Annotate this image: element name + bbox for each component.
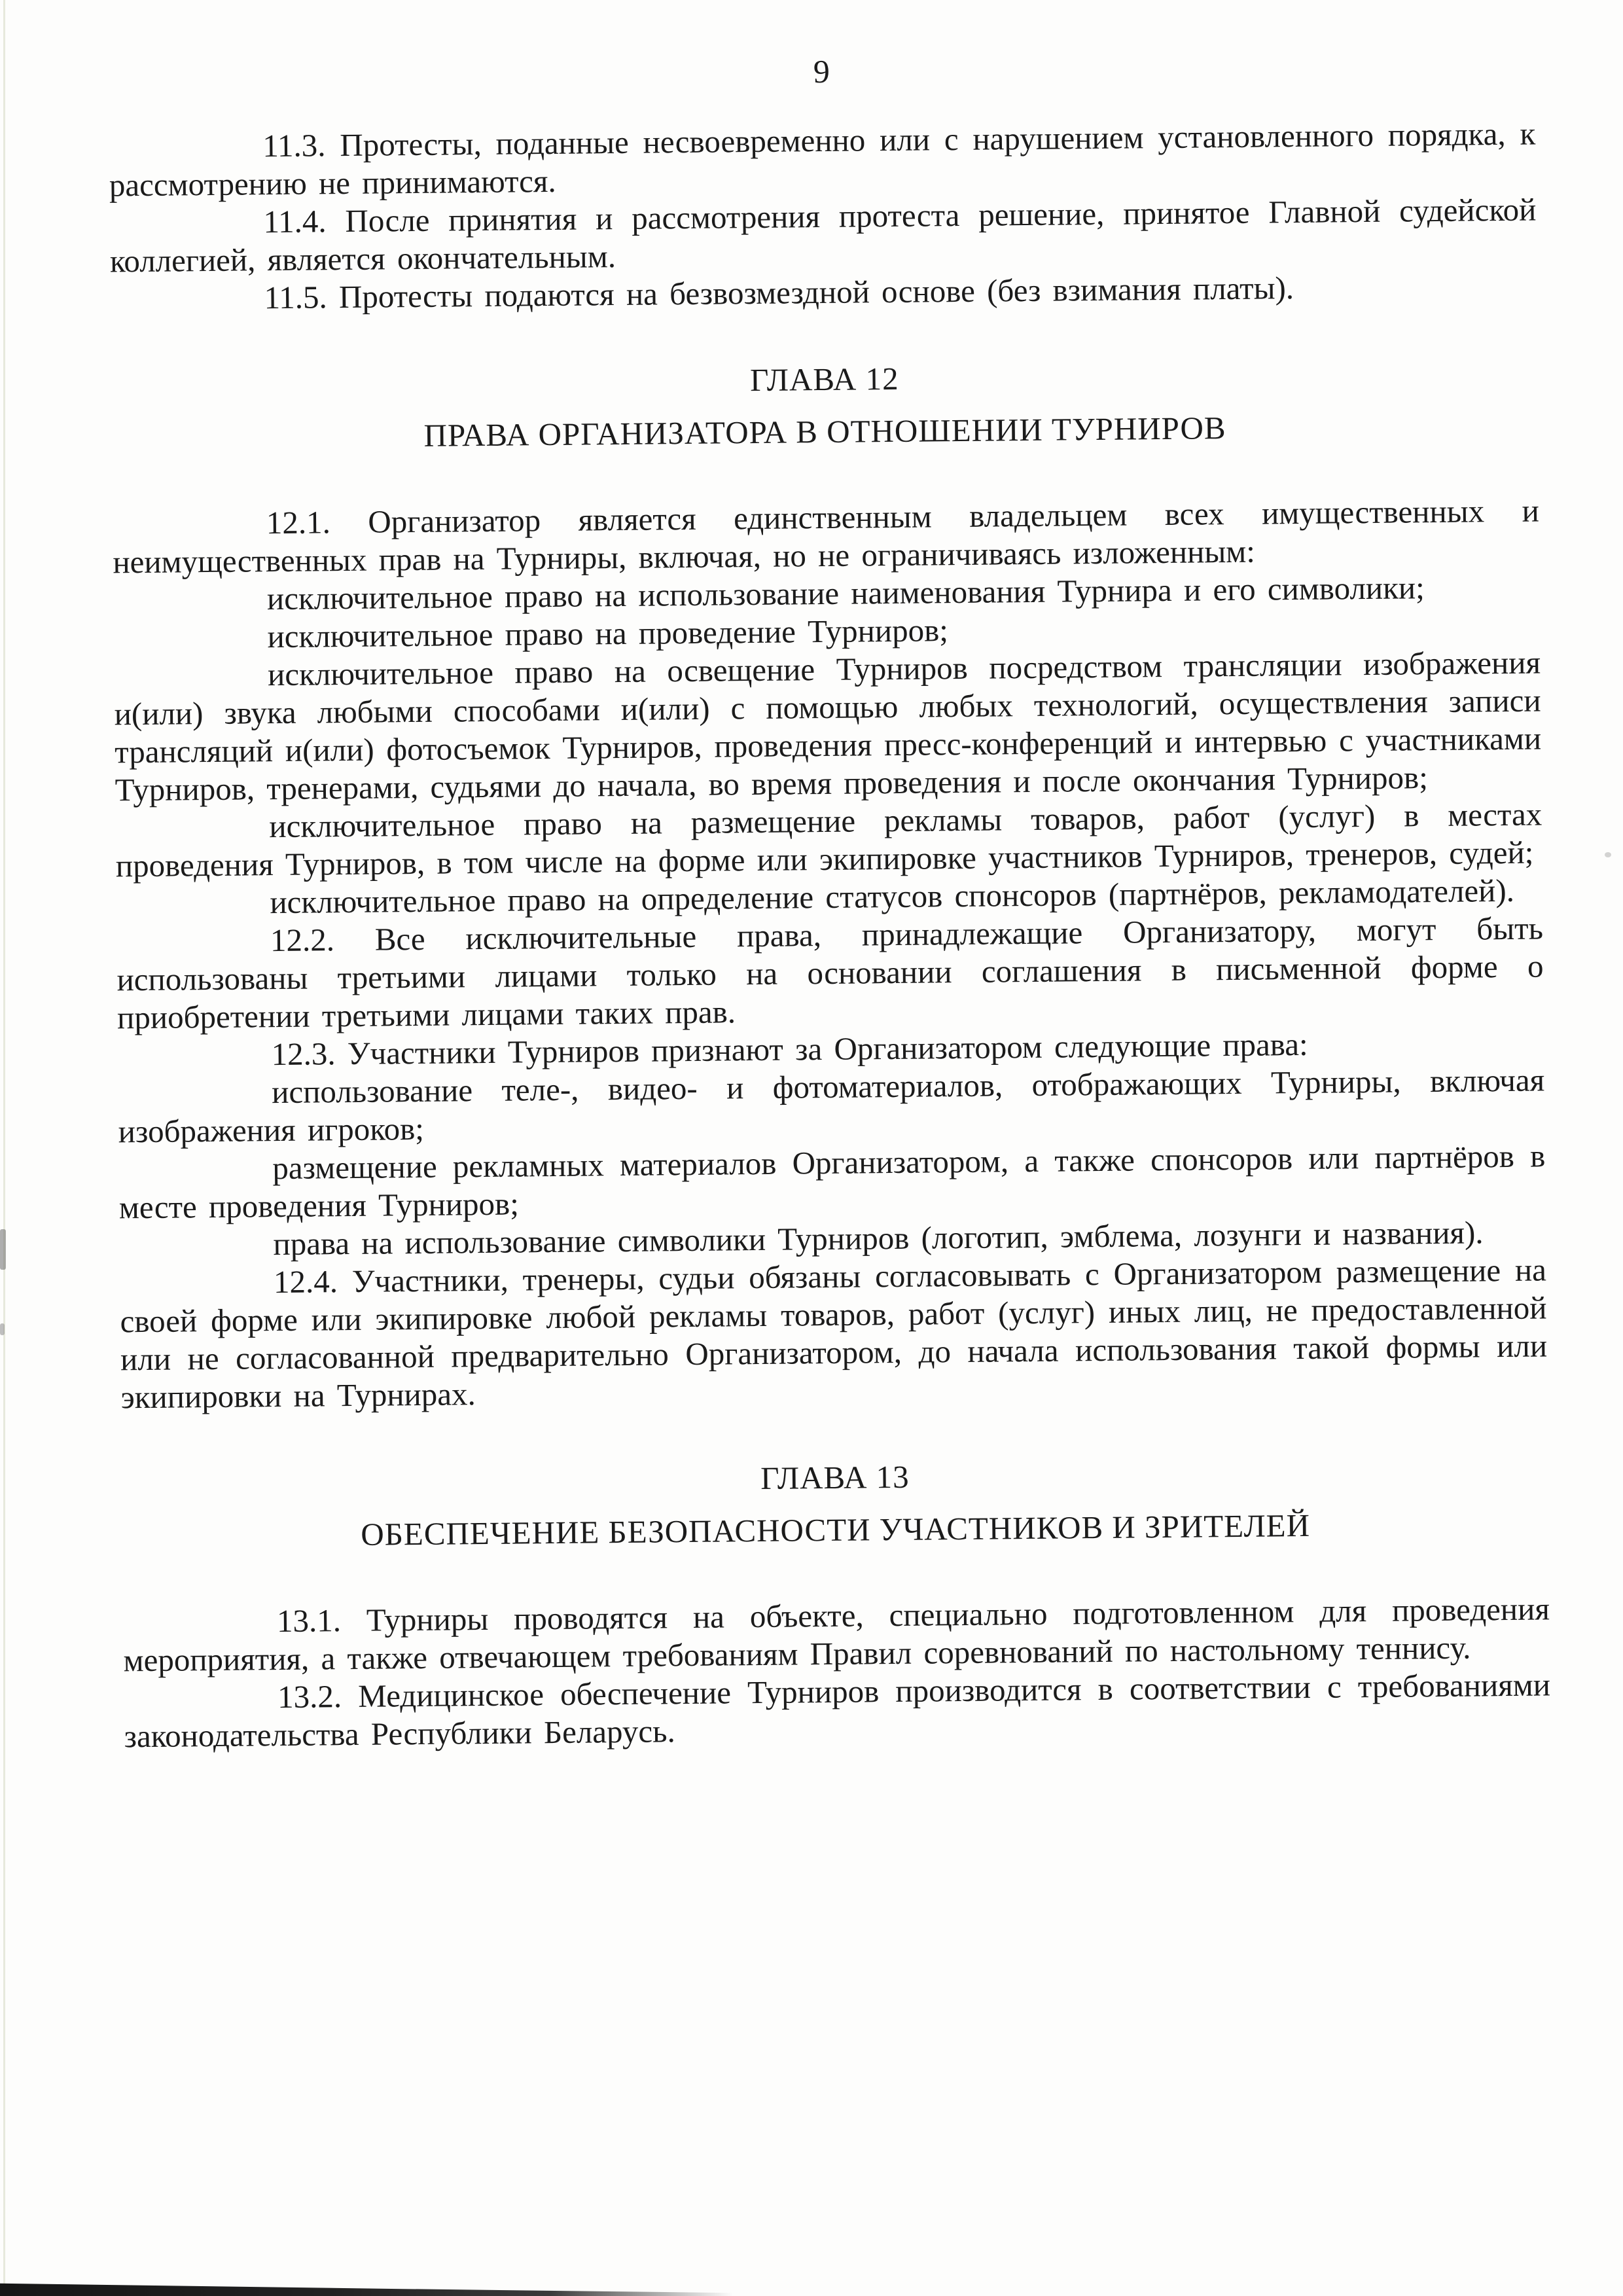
paragraph: размещение рекламных материалов Организатором, а также спонсоров или партнёров в месте проведения Турниров; [118,1138,1546,1226]
paragraph: 12.3. Участники Турниров признают за Организатором следующие права: [271,1026,1308,1073]
paragraph: исключительное право на использование наименования Турнира и его символики; [266,569,1425,617]
page-content [108,46,1551,1756]
paragraph: 12.2. Все исключительные права, принадлежащие Организатору, могут быть использованы третьими лицами только на основании соглашения в письменной форме о приобретении третьими лицами таких прав. [116,910,1544,1036]
paragraph: 11.4. После принятия и рассмотрения протеста решение, принятое Главной судейской коллегией, является окончательным. [109,191,1537,279]
paragraph: 11.5. Протесты подаются на безвозмездной основе (без взимания платы). [264,270,1294,316]
paragraph: 13.2. Медицинское обеспечение Турниров производится в соответствии с требованиями законодательства Республики Беларусь. [124,1666,1551,1755]
paragraph: 12.1. Организатор является единственным владельцем всех имущественных и неимущественных прав на Турниры, включая, но не ограничиваясь изложенным: [113,492,1540,581]
chapter-title: ПРАВА ОРГАНИЗАТОРА В ОТНОШЕНИИ ТУРНИРОВ [423,410,1226,454]
paragraph: использование теле-, видео- и фотоматериалов, отображающих Турниры, включая изображения игроков; [118,1062,1545,1150]
scan-bottom-streak-artifact [0,2280,733,2296]
chapter-heading [111,347,1538,465]
paragraph: 12.4. Участники, тренеры, судьи обязаны согласовывать с Организатором размещение на своей форме или экипировке любой рекламы товаров, работ (услуг) иных лиц, не предоставленной или не согласованной предварительно Организатором, до начала использования такой формы или экипировки на Турнирах. [120,1251,1548,1416]
paragraph: исключительное право на освещение Турниров посредством трансляции изображения и(или) звука любыми способами и(или) с помощью любых технологий, осуществления записи трансляций и(или) фотосъемок Турниров, проведения пресс-конференций и интервью с участниками Турниров, тренерами, судьями до начала, во время проведения и после окончания Турниров; [114,644,1542,808]
paragraph: 13.1. Турниры проводятся на объекте, специально подготовленном для проведения мероприятия, а также отвечающем требованиям Правил соревнований по настольному теннису. [123,1590,1550,1679]
scan-edge-artifact [3,0,5,2296]
document-body [109,115,1551,1756]
page-number: 9 [813,52,830,90]
scan-smudge [0,1323,5,1335]
chapter-heading [122,1444,1549,1563]
paragraph: исключительное право на проведение Турниров; [267,612,949,655]
paragraph: исключительное право на определение статусов спонсоров (партнёров, рекламодателей). [270,872,1515,921]
paragraph: 11.3. Протесты, поданные несвоевременно или с нарушением установленного порядка, к рассмотрению не принимаются. [109,115,1536,204]
chapter-title: ОБЕСПЕЧЕНИЕ БЕЗОПАСНОСТИ УЧАСТНИКОВ И ЗРИТЕЛЕЙ [361,1507,1311,1552]
scan-smudge [0,1229,6,1270]
scan-dust-speck [1605,852,1611,857]
paragraph: исключительное право на размещение рекламы товаров, работ (услуг) в местах проведения Турниров, в том числе на форме или экипировке участников Турниров, тренеров, судей; [115,796,1543,884]
paragraph: права на использование символики Турниров (логотип, эмблема, лозунги и названия). [273,1214,1484,1263]
chapter-number: ГЛАВА 12 [749,360,899,399]
chapter-number: ГЛАВА 13 [760,1458,910,1496]
